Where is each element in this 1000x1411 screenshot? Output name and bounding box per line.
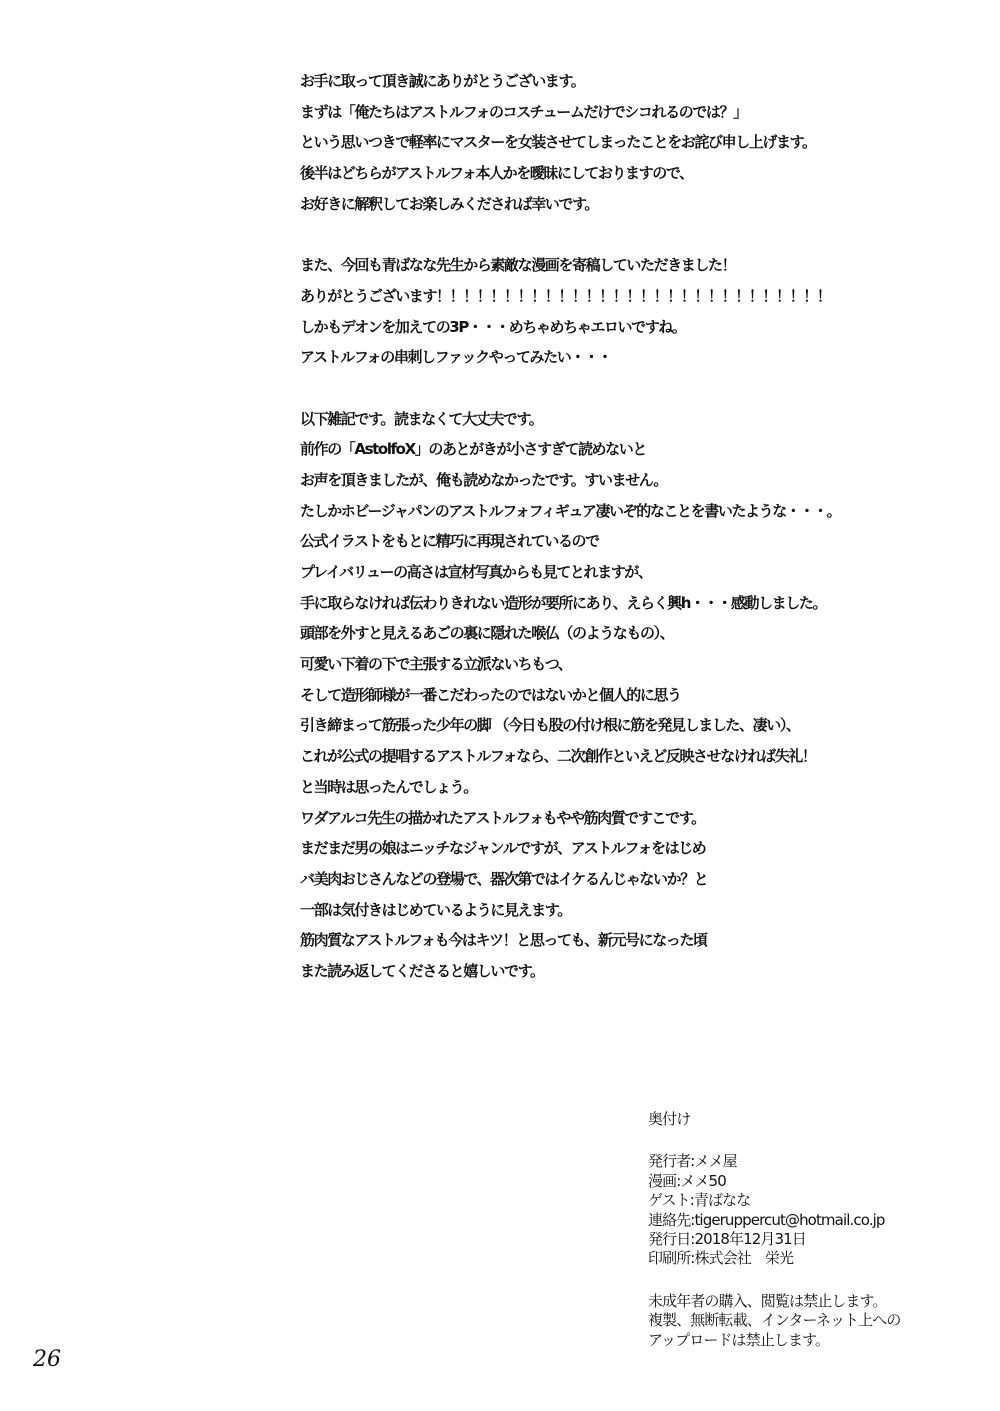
notice-line: 未成年者の購入、閲覧は禁止します。 [648, 1291, 887, 1310]
paragraph [300, 66, 840, 219]
text-line: まだまだ男の娘はニッチなジャンルですが、アストルフォをはじめ [300, 839, 706, 858]
text-line: 手に取らなければ伝わりきれない造形が要所にあり、えらく興h・・・感動しました。 [300, 593, 827, 612]
afterword-text [300, 66, 840, 987]
paragraph [300, 250, 840, 373]
credit-printer: 印刷所:株式会社 栄光 [648, 1249, 794, 1268]
colophon [648, 1110, 900, 1350]
text-line: アストルフォの串刺しファックやってみたい・・・ [300, 348, 612, 367]
text-line: お手に取って頂き誠にありがとうございます。 [300, 72, 585, 90]
text-line: たしかホビージャパンのアストルフォフィギュア凄いぞ的なことを書いたような・・・。 [300, 501, 841, 520]
text-line: ワダアルコ先生の描かれたアストルフォもやや筋肉質ですこです。 [300, 808, 705, 827]
text-line: また、今回も青ばなな先生から素敵な漫画を寄稿していただきました！ [300, 256, 736, 275]
text-line: 可愛い下着の下で主張する立派ないちもつ、 [300, 655, 572, 674]
paragraph-gap [300, 219, 840, 250]
credit-publisher: 発行者:メメ屋 [648, 1152, 737, 1171]
notice-line: 複製、無断転載、インターネット上への [648, 1311, 901, 1330]
page-number: 26 [33, 1347, 61, 1372]
text-line: と当時は思ったんでしょう。 [300, 777, 477, 796]
credit-guest: ゲスト:青ばなな [648, 1191, 751, 1210]
credit-contact: 連絡先:tigeruppercut@hotmail.co.jp [648, 1210, 885, 1229]
paragraph-gap [300, 373, 840, 404]
credit-date: 発行日:2018年12月31日 [648, 1230, 806, 1249]
text-line: という思いつきで軽率にマスターを女装させてしまったことをお詫び申し上げます。 [300, 133, 816, 152]
text-line: 引き締まって筋張った少年の脚 （今日も股の付け根に筋を発見しました、凄い）、 [300, 716, 800, 735]
text-line: プレイバリューの高さは宣材写真からも見てとれますが、 [300, 563, 652, 581]
text-line: しかもデオンを加えての3P・・・めちゃめちゃエロいですね。 [300, 317, 686, 336]
text-line: バ美肉おじさんなどの登場で、器次第ではイケるんじゃないか？と [300, 869, 708, 888]
colophon-title: 奥付け [648, 1110, 691, 1128]
credit-manga: 漫画:メメ50 [648, 1171, 726, 1190]
text-line: 後半はどちらがアストルフォ本人かを曖昧にしておりますので、 [300, 164, 693, 183]
text-line: また読み返してくださると嬉しいです。 [300, 961, 544, 980]
colophon-credits [648, 1152, 900, 1268]
text-line: 公式イラストをもとに精巧に再現されているので [300, 532, 599, 551]
paragraph [300, 404, 840, 987]
notice-line: アップロードは禁止します。 [648, 1330, 830, 1349]
text-line: 頭部を外すと見えるあごの裏に隠れた喉仏（のようなもの）、 [300, 624, 674, 643]
text-line: これが公式の提唱するアストルフォなら、二次創作といえど反映させなければ失礼！ [300, 747, 816, 766]
text-line: そして造形師様が一番こだわったのではないかと個人的に思う [300, 685, 681, 704]
text-line: 前作の「AstolfoX」のあとがきが小さすぎて読めないと [300, 440, 646, 459]
text-line: お好きに解釈してお楽しみくだされば幸いです。 [300, 194, 599, 213]
text-line: まずは「俺たちはアストルフォのコスチュームだけでシコれるのでは？」 [300, 102, 747, 121]
colophon-notices [648, 1292, 900, 1350]
text-line: 筋肉質なアストルフォも今はキツ！と思っても、新元号になった頃 [300, 931, 707, 950]
text-line: 以下雑記です。読まなくて大丈夫です。 [300, 409, 543, 428]
text-line: ありがとうございます！！！！！！！！！！！！！！！！！！！！！！！！！！！！！ [300, 286, 831, 305]
text-line: お声を頂きましたが、俺も読めなかったです。すいません。 [300, 470, 667, 489]
text-line: 一部は気付きはじめているように見えます。 [300, 900, 571, 919]
